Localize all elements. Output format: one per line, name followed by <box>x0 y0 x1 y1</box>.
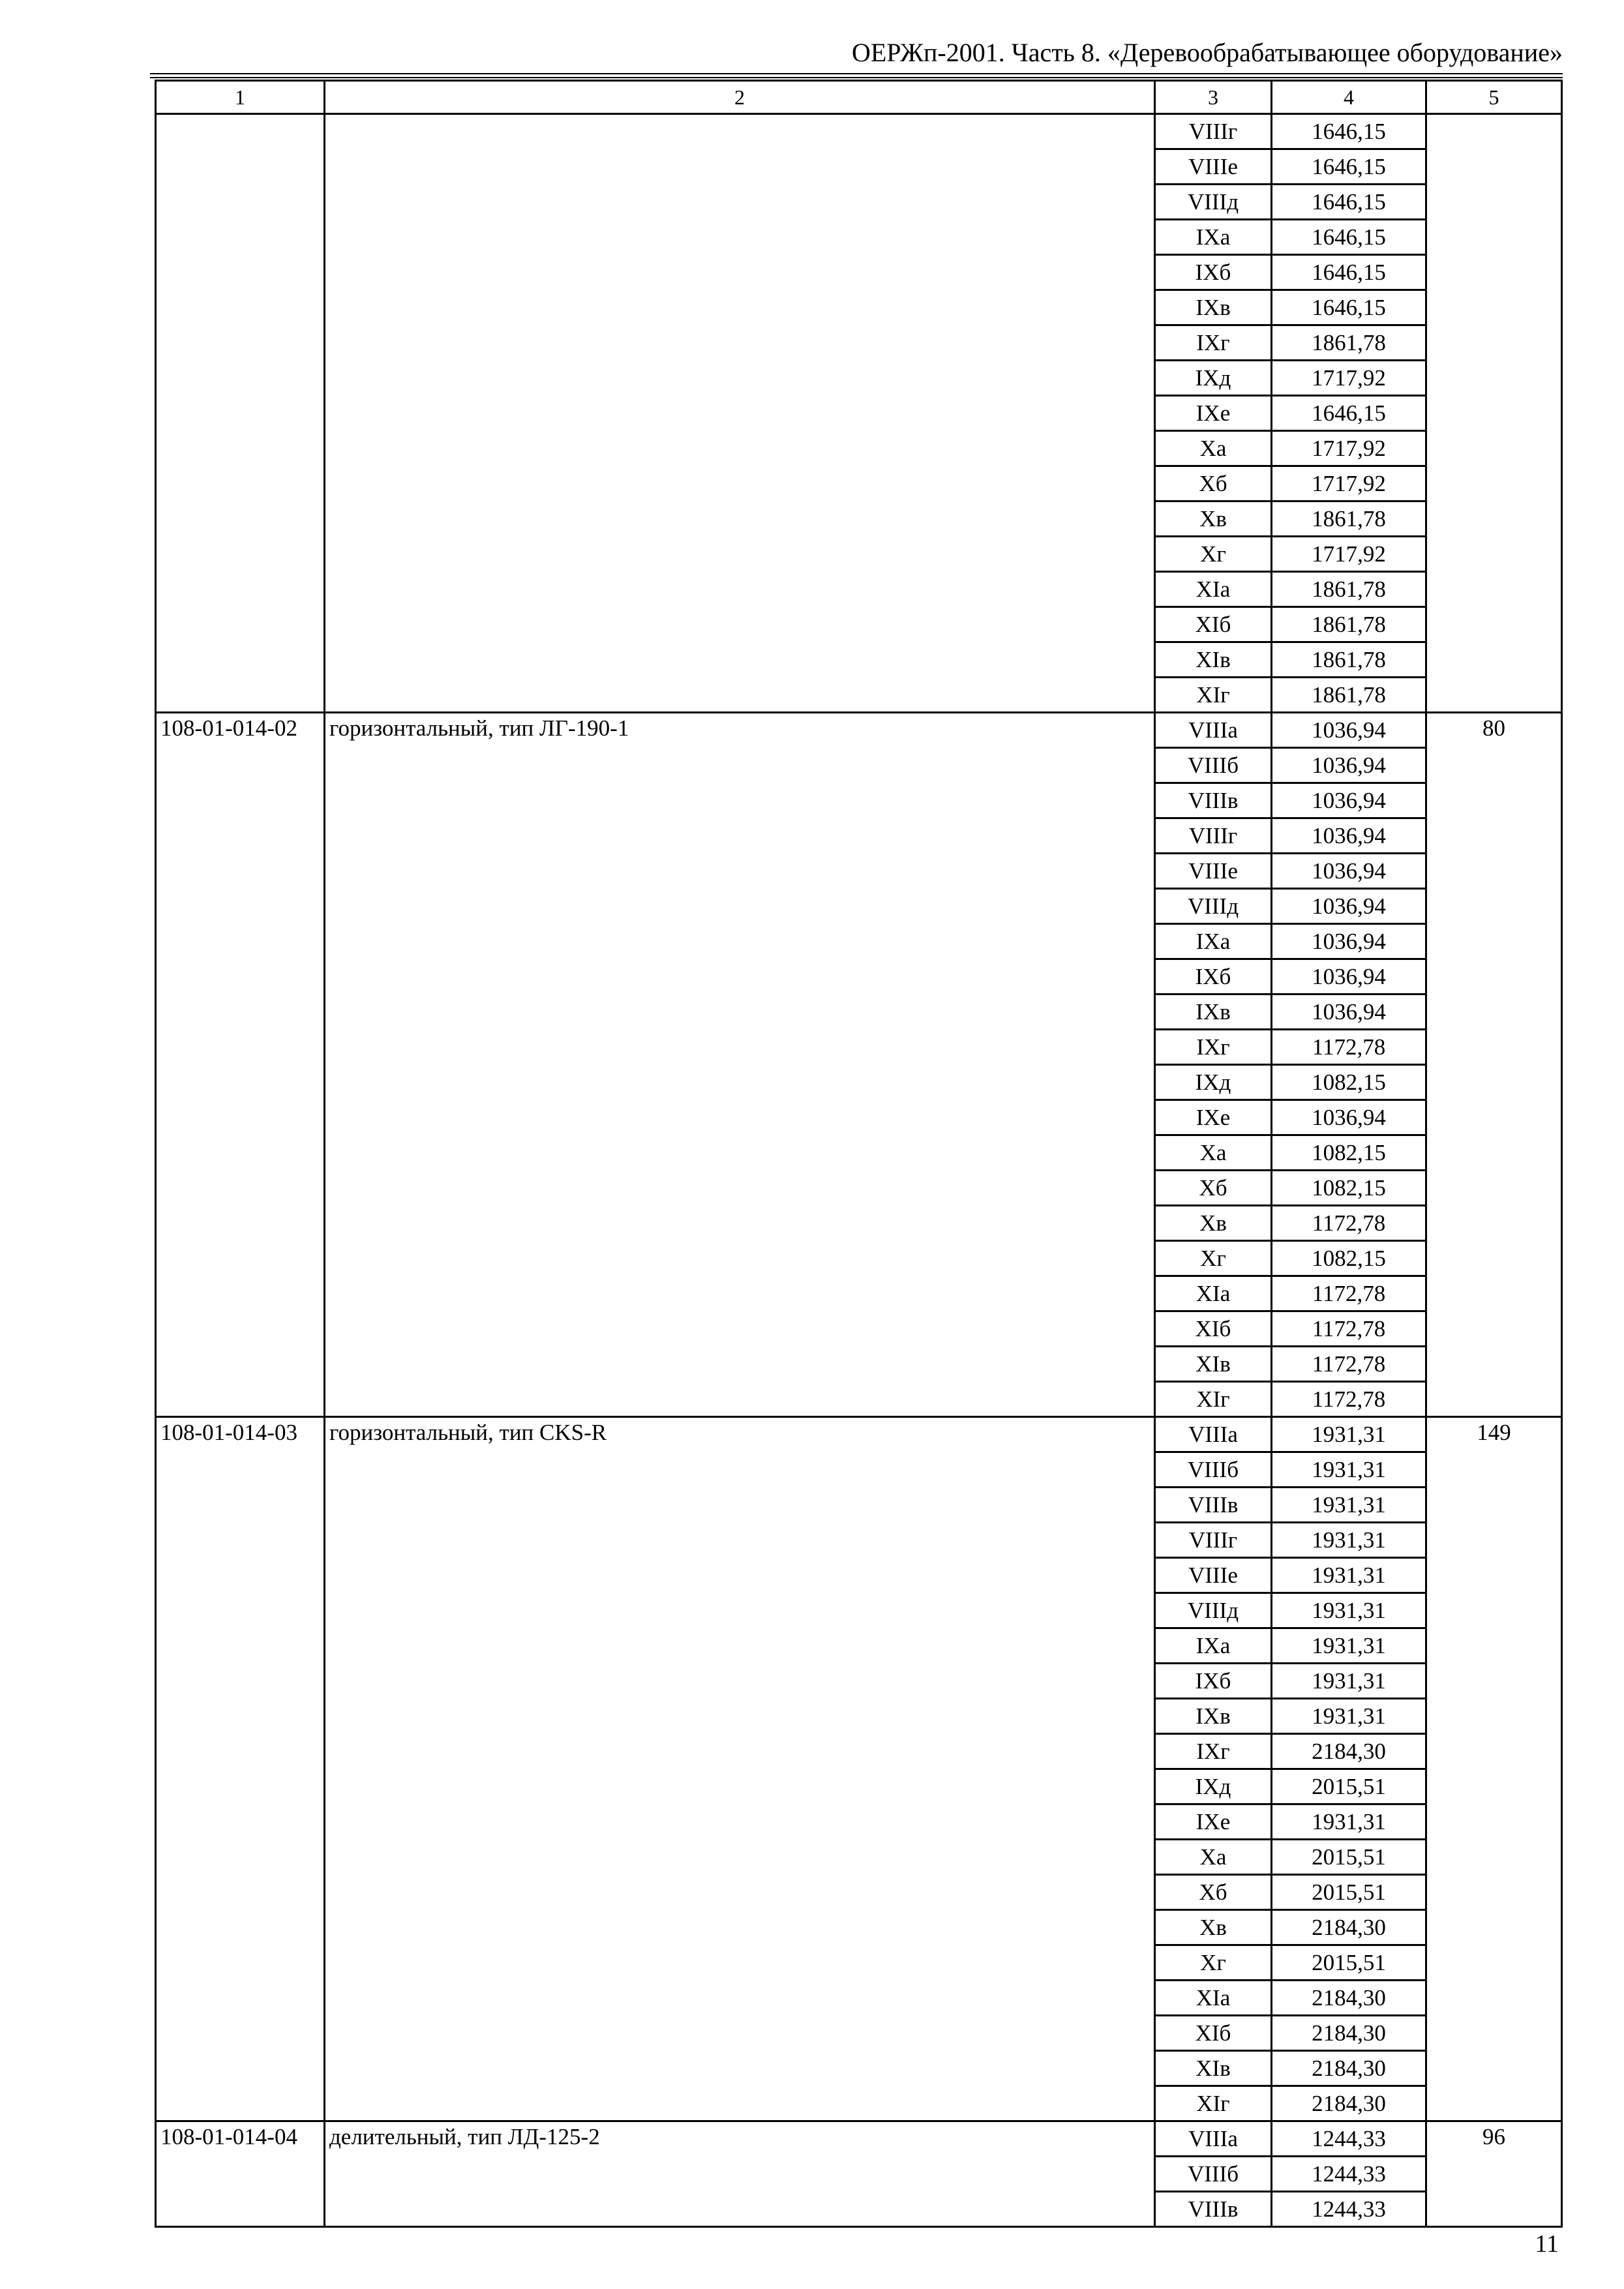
zone-cell: IXд <box>1155 1065 1272 1100</box>
price-cell: 1036,94 <box>1272 818 1426 854</box>
zone-cell: XIa <box>1155 1276 1272 1311</box>
zone-cell: IXд <box>1155 361 1272 396</box>
price-cell: 1861,78 <box>1272 572 1426 607</box>
zone-cell: Xб <box>1155 1875 1272 1910</box>
zone-cell: VIIIв <box>1155 2192 1272 2227</box>
column-5-value: 80 <box>1426 713 1562 1417</box>
table-row <box>156 2121 1562 2157</box>
price-cell: 1646,15 <box>1272 396 1426 431</box>
header-rule <box>150 73 1563 74</box>
zone-cell: IXe <box>1155 1804 1272 1840</box>
zone-cell: IXд <box>1155 1769 1272 1804</box>
rate-code: 108-01-014-03 <box>156 1417 325 2121</box>
price-cell: 1931,31 <box>1272 1593 1426 1628</box>
price-cell: 2015,51 <box>1272 1945 1426 1981</box>
zone-cell: Xa <box>1155 1840 1272 1875</box>
price-cell: 1036,94 <box>1272 713 1426 748</box>
zone-cell: XIa <box>1155 1981 1272 2016</box>
price-cell: 1931,31 <box>1272 1488 1426 1523</box>
zone-cell: VIIIг <box>1155 818 1272 854</box>
table-row <box>156 1417 1562 1452</box>
price-cell: 1036,94 <box>1272 783 1426 818</box>
zone-cell: Xб <box>1155 466 1272 501</box>
price-cell: 1931,31 <box>1272 1558 1426 1593</box>
price-cell: 1646,15 <box>1272 290 1426 325</box>
price-cell: 1244,33 <box>1272 2192 1426 2227</box>
zone-cell: VIIIб <box>1155 748 1272 783</box>
price-cell: 1244,33 <box>1272 2121 1426 2157</box>
price-cell: 1036,94 <box>1272 854 1426 889</box>
zone-cell: VIIIa <box>1155 1417 1272 1452</box>
price-cell: 1861,78 <box>1272 607 1426 642</box>
column-header: 5 <box>1426 81 1562 114</box>
price-cell: 1082,15 <box>1272 1065 1426 1100</box>
zone-cell: Xв <box>1155 501 1272 537</box>
zone-cell: Xб <box>1155 1171 1272 1206</box>
zone-cell: XIв <box>1155 2051 1272 2086</box>
zone-cell: XIб <box>1155 1311 1272 1347</box>
price-cell: 1646,15 <box>1272 255 1426 290</box>
price-cell: 1172,78 <box>1272 1382 1426 1417</box>
column-5-value <box>1426 114 1562 713</box>
zone-cell: VIIIв <box>1155 783 1272 818</box>
zone-cell: Xг <box>1155 1945 1272 1981</box>
price-cell: 1717,92 <box>1272 466 1426 501</box>
zone-cell: VIIIe <box>1155 149 1272 185</box>
equipment-name: горизонтальный, тип CKS-R <box>325 1417 1155 2121</box>
zone-cell: IXa <box>1155 1628 1272 1664</box>
zone-cell: IXг <box>1155 325 1272 361</box>
zone-cell: IXa <box>1155 924 1272 959</box>
price-cell: 1931,31 <box>1272 1699 1426 1734</box>
zone-cell: Xг <box>1155 537 1272 572</box>
price-cell: 1082,15 <box>1272 1135 1426 1171</box>
price-cell: 1646,15 <box>1272 149 1426 185</box>
price-cell: 1646,15 <box>1272 185 1426 220</box>
zone-cell: IXб <box>1155 255 1272 290</box>
zone-cell: Xa <box>1155 431 1272 466</box>
zone-cell: IXa <box>1155 220 1272 255</box>
page-number: 11 <box>1535 2230 1559 2258</box>
zone-cell: VIIIб <box>1155 2157 1272 2192</box>
column-header: 4 <box>1272 81 1426 114</box>
header-rule-double <box>150 77 1563 78</box>
price-cell: 2015,51 <box>1272 1840 1426 1875</box>
price-cell: 1931,31 <box>1272 1523 1426 1558</box>
zone-cell: Xв <box>1155 1910 1272 1945</box>
price-cell: 1082,15 <box>1272 1171 1426 1206</box>
zone-cell: Xa <box>1155 1135 1272 1171</box>
price-cell: 2015,51 <box>1272 1875 1426 1910</box>
zone-cell: Xв <box>1155 1206 1272 1241</box>
zone-cell: VIIIe <box>1155 854 1272 889</box>
price-cell: 1172,78 <box>1272 1030 1426 1065</box>
table-row <box>156 713 1562 748</box>
zone-cell: XIв <box>1155 1347 1272 1382</box>
rates-table <box>155 80 1563 2228</box>
rate-code: 108-01-014-04 <box>156 2121 325 2227</box>
table-body <box>156 114 1562 2227</box>
price-cell: 1172,78 <box>1272 1276 1426 1311</box>
zone-cell: IXг <box>1155 1734 1272 1769</box>
column-header: 2 <box>325 81 1155 114</box>
rate-code: 108-01-014-02 <box>156 713 325 1417</box>
price-cell: 1861,78 <box>1272 678 1426 713</box>
price-cell: 1861,78 <box>1272 501 1426 537</box>
price-cell: 2184,30 <box>1272 2086 1426 2121</box>
price-cell: 1036,94 <box>1272 1100 1426 1135</box>
equipment-name: делительный, тип ЛД-125-2 <box>325 2121 1155 2227</box>
zone-cell: IXв <box>1155 290 1272 325</box>
zone-cell: Xг <box>1155 1241 1272 1276</box>
price-cell: 1082,15 <box>1272 1241 1426 1276</box>
price-cell: 1172,78 <box>1272 1206 1426 1241</box>
column-header: 1 <box>156 81 325 114</box>
zone-cell: XIб <box>1155 2016 1272 2051</box>
zone-cell: IXг <box>1155 1030 1272 1065</box>
column-header: 3 <box>1155 81 1272 114</box>
price-cell: 1172,78 <box>1272 1311 1426 1347</box>
price-cell: 1717,92 <box>1272 537 1426 572</box>
zone-cell: VIIIд <box>1155 889 1272 924</box>
price-cell: 1717,92 <box>1272 361 1426 396</box>
equipment-name <box>325 114 1155 713</box>
zone-cell: VIIIe <box>1155 1558 1272 1593</box>
price-cell: 1861,78 <box>1272 325 1426 361</box>
price-cell: 2184,30 <box>1272 1910 1426 1945</box>
price-cell: 1036,94 <box>1272 748 1426 783</box>
zone-cell: VIIIг <box>1155 114 1272 149</box>
price-cell: 1931,31 <box>1272 1452 1426 1488</box>
price-cell: 1931,31 <box>1272 1628 1426 1664</box>
column-5-value: 149 <box>1426 1417 1562 2121</box>
zone-cell: VIIIa <box>1155 713 1272 748</box>
table-row <box>156 114 1562 149</box>
price-cell: 1717,92 <box>1272 431 1426 466</box>
price-cell: 1931,31 <box>1272 1664 1426 1699</box>
price-cell: 1244,33 <box>1272 2157 1426 2192</box>
page-header: ОЕРЖп-2001. Часть 8. «Деревообрабатывающее оборудование» <box>851 38 1563 67</box>
zone-cell: XIг <box>1155 678 1272 713</box>
price-cell: 1036,94 <box>1272 889 1426 924</box>
zone-cell: VIIIд <box>1155 185 1272 220</box>
zone-cell: IXв <box>1155 1699 1272 1734</box>
zone-cell: VIIIб <box>1155 1452 1272 1488</box>
zone-cell: IXв <box>1155 995 1272 1030</box>
price-cell: 1036,94 <box>1272 924 1426 959</box>
column-5-value: 96 <box>1426 2121 1562 2227</box>
price-cell: 1646,15 <box>1272 220 1426 255</box>
price-cell: 2184,30 <box>1272 2016 1426 2051</box>
price-cell: 2184,30 <box>1272 2051 1426 2086</box>
zone-cell: XIв <box>1155 642 1272 678</box>
zone-cell: IXe <box>1155 396 1272 431</box>
price-cell: 2184,30 <box>1272 1734 1426 1769</box>
price-cell: 1646,15 <box>1272 114 1426 149</box>
zone-cell: VIIIa <box>1155 2121 1272 2157</box>
zone-cell: XIг <box>1155 2086 1272 2121</box>
zone-cell: VIIIд <box>1155 1593 1272 1628</box>
zone-cell: VIIIв <box>1155 1488 1272 1523</box>
zone-cell: VIIIг <box>1155 1523 1272 1558</box>
price-cell: 1931,31 <box>1272 1417 1426 1452</box>
price-cell: 1036,94 <box>1272 959 1426 995</box>
zone-cell: IXб <box>1155 959 1272 995</box>
zone-cell: XIб <box>1155 607 1272 642</box>
zone-cell: XIa <box>1155 572 1272 607</box>
price-cell: 2015,51 <box>1272 1769 1426 1804</box>
price-cell: 2184,30 <box>1272 1981 1426 2016</box>
rate-code <box>156 114 325 713</box>
price-cell: 1036,94 <box>1272 995 1426 1030</box>
column-number-row <box>156 81 1562 114</box>
price-cell: 1172,78 <box>1272 1347 1426 1382</box>
price-cell: 1861,78 <box>1272 642 1426 678</box>
zone-cell: XIг <box>1155 1382 1272 1417</box>
zone-cell: IXe <box>1155 1100 1272 1135</box>
zone-cell: IXб <box>1155 1664 1272 1699</box>
price-cell: 1931,31 <box>1272 1804 1426 1840</box>
equipment-name: горизонтальный, тип ЛГ-190-1 <box>325 713 1155 1417</box>
